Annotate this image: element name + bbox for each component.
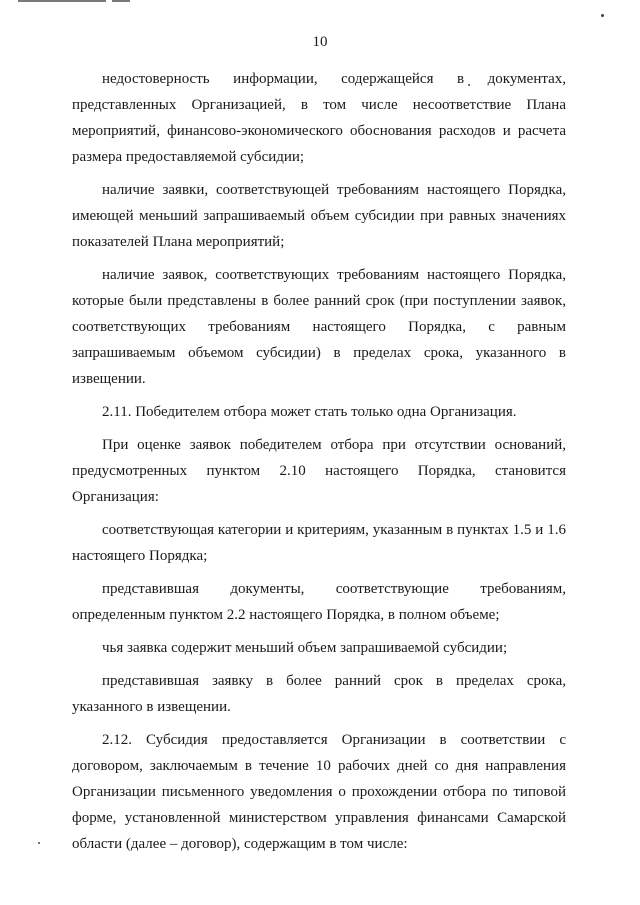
paragraph-p2: наличие заявки, соответствующей требованиям настоящего Порядка, имеющей меньший запрашиваемый объем субсидии при равных значениях показателей Плана мероприятий; <box>72 182 566 250</box>
scan-edge-mark <box>18 0 106 2</box>
paragraph-p9: представившая заявку в более ранний срок в пределах срока, указанного в извещении. <box>72 673 566 715</box>
paragraph-p10: 2.12. Субсидия предоставляется Организации в соответствии с договором, заключаемым в течение 10 рабочих дней со дня направления Организации письменного уведомления о прохождении отбора по типовой форме, установленной министерством управления финансами Самарской области (далее – договор), содержащим в том числе: <box>72 732 566 852</box>
scan-speck <box>38 842 40 844</box>
paragraph-p1: недостоверность информации, содержащейся в документах, представленных Организацией, в том числе несоответствие Плана мероприятий, финансово-экономического обоснования расходов и расчета размера предоставляемой субсидии; <box>72 71 566 165</box>
document-body <box>72 66 566 857</box>
scan-edge-mark <box>112 0 130 2</box>
paragraph-p3: наличие заявок, соответствующих требованиям настоящего Порядка, которые были представлены в более ранний срок (при поступлении заявок, соответствующих требованиям настоящего Порядка, с равным запрашиваемым объемом субсидии) в пределах срока, указанного в извещении. <box>72 267 566 387</box>
paragraph-p4: 2.11. Победителем отбора может стать только одна Организация. <box>102 404 517 420</box>
page-number: 10 <box>312 34 328 50</box>
paragraph-p7: представившая документы, соответствующие требованиям, определенным пунктом 2.2 настоящего Порядка, в полном объеме; <box>72 581 566 623</box>
paragraph-p6: соответствующая категории и критериям, указанным в пунктах 1.5 и 1.6 настоящего Порядка; <box>72 522 566 564</box>
paragraph-p8: чья заявка содержит меньший объем запрашиваемой субсидии; <box>102 640 508 656</box>
paragraph-p5: При оценке заявок победителем отбора при отсутствии оснований, предусмотренных пунктом 2.10 настоящего Порядка, становится Организация: <box>72 437 566 505</box>
scan-speck <box>601 14 604 17</box>
